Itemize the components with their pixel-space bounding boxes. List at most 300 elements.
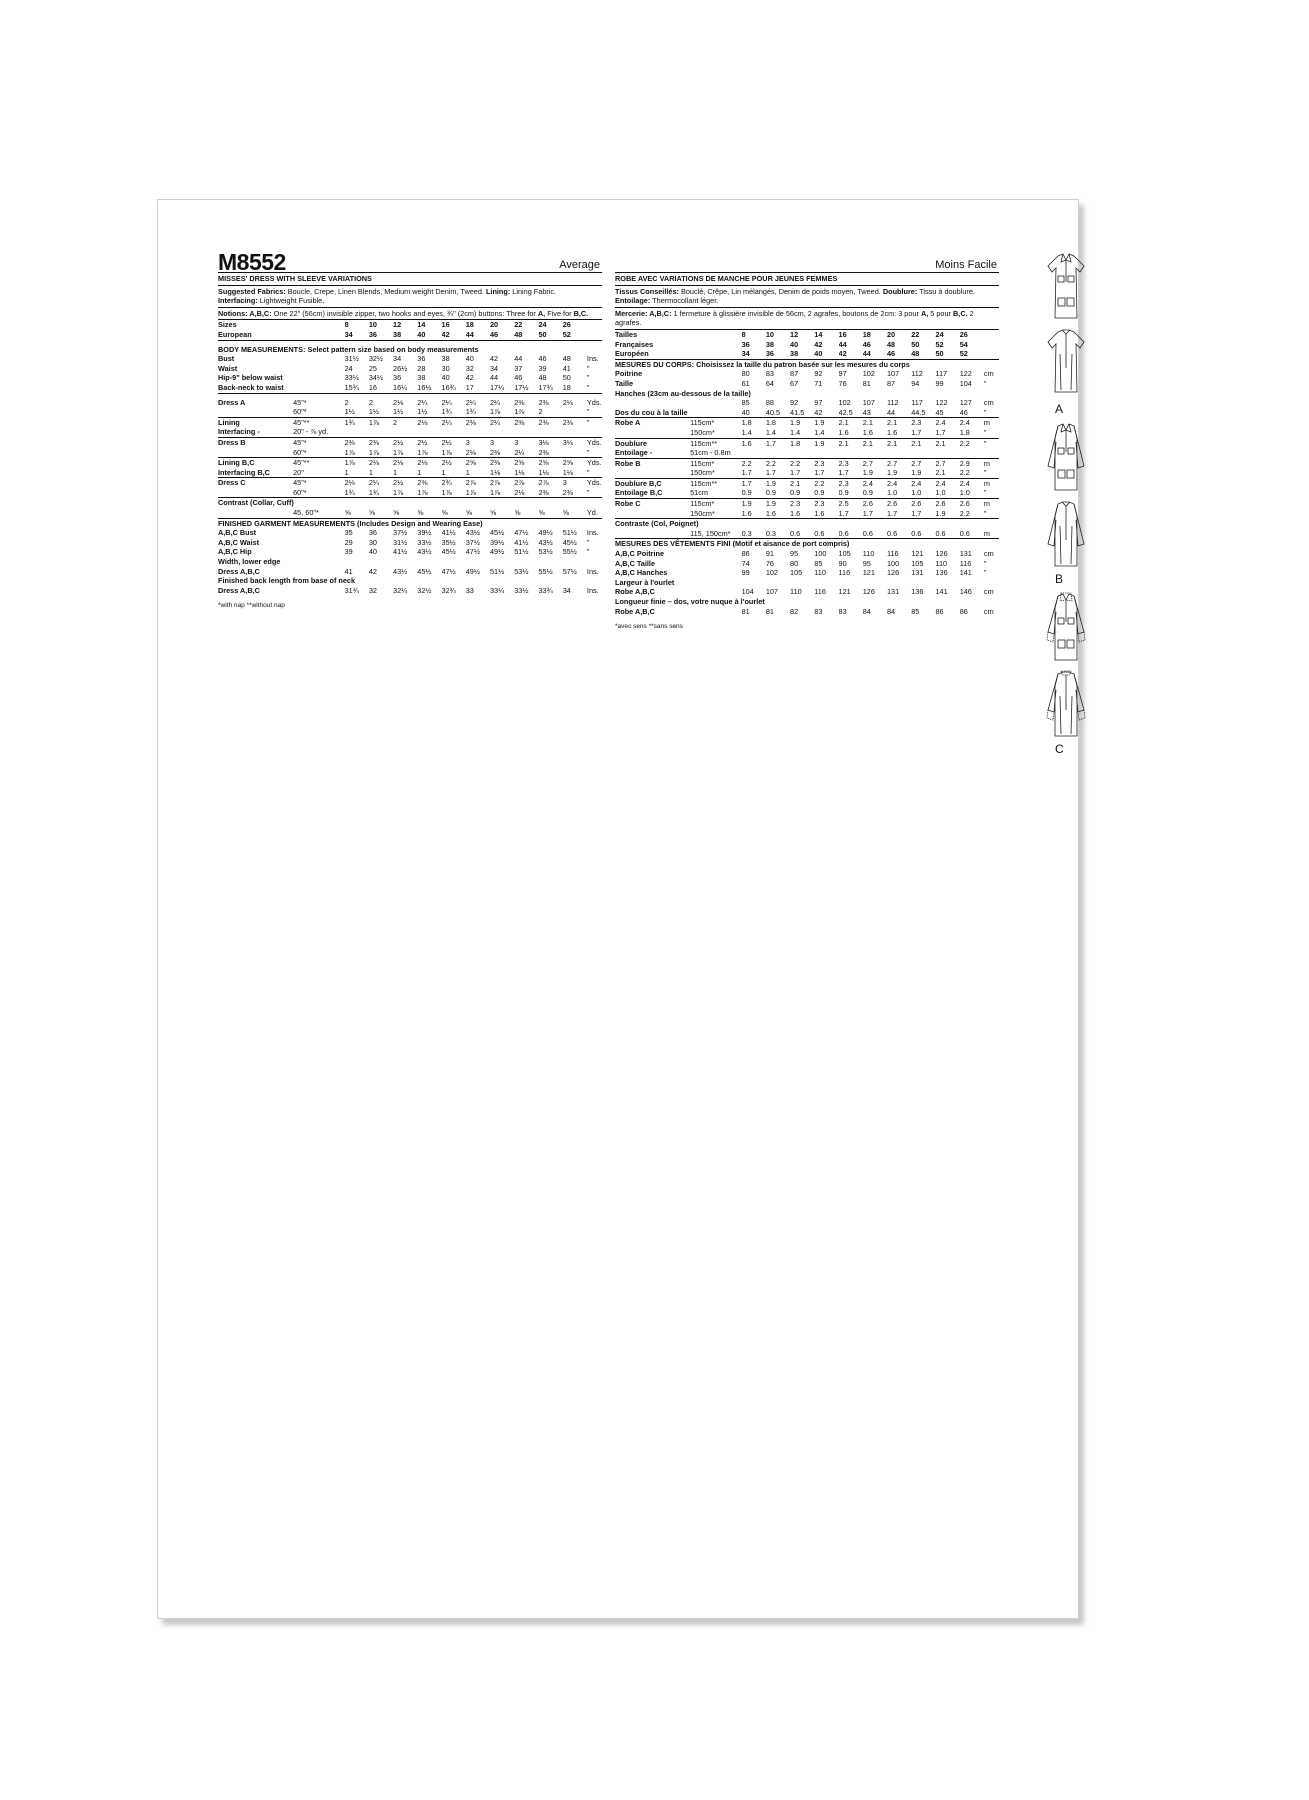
- fabric-width: [293, 354, 344, 364]
- difficulty-level-fr: Moins Facile: [935, 259, 997, 271]
- size-value: 17: [465, 382, 474, 392]
- fabrics-paragraph-fr: [615, 286, 999, 308]
- fabric-width: 45"**: [293, 458, 344, 468]
- size-value: [839, 448, 863, 458]
- size-value: 41½: [393, 547, 408, 557]
- section-heading: MESURES DU CORPS: Choisissez la taille du patron basée sur les mesures du corps: [615, 359, 999, 369]
- interfacing-text: Lightweight Fusible.: [257, 296, 325, 306]
- view-c-label: C: [1055, 742, 1064, 756]
- size-value: 40: [741, 407, 750, 417]
- size-value: 110: [935, 558, 948, 568]
- french-size-chart: [615, 330, 999, 616]
- size-value: 44: [862, 349, 871, 359]
- size-value: 38: [417, 373, 426, 383]
- chart-row: [615, 379, 999, 389]
- chart-row: [615, 468, 999, 478]
- size-value: 1½: [344, 407, 355, 417]
- chart-row: [615, 340, 999, 350]
- size-value: 2⅞: [538, 478, 562, 488]
- size-value: 18: [465, 320, 474, 330]
- unit: m: [984, 458, 999, 468]
- english-footnote: *with nap **without nap: [218, 602, 285, 610]
- section-heading: Contrast (Collar, Cuff): [218, 498, 602, 508]
- chart-row: [218, 417, 602, 427]
- size-value: 102: [838, 398, 851, 408]
- size-value: 3⅛: [538, 437, 562, 447]
- size-value: 1.7: [886, 508, 898, 518]
- unit: m: [984, 499, 999, 509]
- row-label: Dress C: [218, 478, 293, 488]
- size-value: 1.7: [790, 468, 801, 478]
- size-value: 1.9: [790, 418, 814, 428]
- row-label: [218, 407, 293, 417]
- row-label: European: [218, 329, 252, 339]
- view-c-front-sketch: [1046, 592, 1086, 664]
- unit: ": [586, 547, 590, 557]
- row-label: Françaises: [615, 339, 654, 349]
- size-value: 50: [911, 339, 920, 349]
- size-value: 91: [765, 549, 774, 559]
- size-value: 0.6: [886, 528, 898, 538]
- size-value: 1⅛: [538, 467, 549, 477]
- size-value: 116: [886, 549, 899, 559]
- size-value: 2.6: [911, 499, 935, 509]
- size-value: 1.8: [959, 427, 970, 437]
- size-value: 33½: [417, 537, 432, 547]
- pattern-back-sheet: [157, 199, 1079, 1619]
- size-value: 1½: [393, 407, 404, 417]
- size-value: 0.9: [765, 488, 776, 498]
- size-value: 2.1: [790, 478, 814, 488]
- size-value: 2.4: [935, 478, 959, 488]
- size-value: 2¼: [514, 447, 525, 457]
- size-value: 1.0: [886, 488, 898, 498]
- size-value: 33¼: [489, 585, 505, 595]
- chart-row: [615, 488, 999, 498]
- section-heading: Largeur à l'ourlet: [615, 577, 675, 587]
- chart-row: [218, 528, 602, 538]
- size-value: 2⅞: [466, 478, 490, 488]
- size-value: 40: [441, 373, 450, 383]
- size-value: 1.9: [935, 508, 946, 518]
- row-label: A,B,C Waist: [218, 537, 260, 547]
- english-header: [218, 249, 602, 275]
- size-value: 1.7: [766, 438, 790, 448]
- fabric-width: 45"*: [293, 393, 344, 407]
- fabric-width: 150cm*: [690, 468, 715, 478]
- size-value: 53½: [514, 566, 529, 576]
- size-value: 33¾: [538, 585, 553, 595]
- unit: cm: [983, 398, 994, 408]
- size-value: 2⅛: [369, 458, 393, 468]
- size-value: 81: [741, 606, 750, 616]
- size-value: 44.5: [911, 407, 926, 417]
- chart-row: [615, 519, 999, 529]
- fabric-width: 45"**: [293, 417, 344, 427]
- section-heading: MESURES DES VÊTEMENTS FINI (Motif et aisance de port compris): [615, 539, 999, 549]
- size-value: 0.6: [838, 528, 849, 538]
- size-value: [766, 448, 790, 458]
- chart-row: [218, 330, 602, 340]
- size-value: 52: [935, 339, 944, 349]
- size-value: 105: [911, 558, 924, 568]
- row-label: Doublure B,C: [615, 478, 690, 488]
- size-value: 2.3: [814, 458, 838, 468]
- size-value: 1: [393, 467, 398, 477]
- chart-row: [218, 458, 602, 468]
- size-value: 122: [935, 398, 948, 408]
- size-value: 48: [562, 354, 571, 364]
- notions-mid-fr: 5 pour: [928, 308, 954, 318]
- size-value: 83: [814, 606, 823, 616]
- unit: Ins.: [586, 528, 599, 538]
- size-value: [538, 427, 562, 437]
- size-value: 1⅞: [417, 487, 428, 497]
- row-label: Dress B: [218, 437, 293, 447]
- size-value: 1: [441, 467, 446, 477]
- size-value: 116: [838, 568, 851, 578]
- size-value: 2: [393, 417, 417, 427]
- size-value: 37½: [393, 528, 408, 538]
- size-value: 20: [886, 329, 896, 339]
- size-value: 1.8: [766, 418, 790, 428]
- size-value: 1.6: [838, 427, 849, 437]
- chart-row: [218, 364, 602, 374]
- size-value: 1.9: [886, 468, 898, 478]
- lining-text: Lining Fabric.: [510, 286, 557, 296]
- size-value: 1.0: [959, 488, 970, 498]
- fabric-width: 150cm*: [690, 508, 715, 518]
- size-value: 46: [862, 339, 871, 349]
- view-b-label: B: [1055, 572, 1064, 586]
- size-value: 51½: [489, 566, 505, 576]
- size-value: 3⅛: [563, 437, 587, 447]
- chart-row: [218, 498, 602, 508]
- row-label: Dress A,B,C: [218, 585, 260, 595]
- size-value: 55½: [562, 547, 577, 557]
- size-value: 1.7: [838, 508, 849, 518]
- chart-row: [218, 354, 602, 364]
- size-value: 1⅞: [393, 487, 404, 497]
- size-value: [742, 448, 766, 458]
- size-value: 0.6: [814, 528, 825, 538]
- chart-row: [615, 549, 999, 559]
- size-value: 45½: [441, 547, 456, 557]
- size-value: 48: [886, 339, 896, 349]
- notions-label-fr: Mercerie: A,B,C:: [615, 308, 672, 318]
- size-value: 49½: [489, 547, 505, 557]
- size-value: 121: [862, 568, 875, 578]
- size-value: 86: [959, 606, 968, 616]
- unit: [984, 340, 999, 350]
- size-value: 44: [514, 354, 523, 364]
- size-value: 0.6: [790, 528, 801, 538]
- fabric-width: [690, 340, 741, 350]
- row-label: [615, 398, 690, 408]
- size-value: ⅝: [514, 508, 521, 518]
- notions-text: One 22" (56cm) invisible zipper, two hooks and eyes, ¾" (2cm) buttons: Three for: [271, 308, 538, 318]
- size-value: 2.2: [790, 458, 814, 468]
- size-value: 10: [368, 320, 377, 330]
- lining-text-fr: Tissu à doublure.: [917, 286, 975, 296]
- row-label: [615, 468, 690, 478]
- chart-row: [615, 369, 999, 379]
- unit: [984, 448, 999, 458]
- size-value: 80: [790, 558, 799, 568]
- size-value: 1⅞: [417, 447, 428, 457]
- size-value: 85: [911, 606, 920, 616]
- size-value: 1.8: [742, 418, 766, 428]
- fabrics-text-fr: Bouclé, Crêpe, Lin mélangés, Denim de poids moyen, Tweed.: [678, 286, 883, 296]
- size-value: 2⅜: [538, 393, 562, 407]
- size-value: 1.6: [765, 508, 776, 518]
- size-value: 50: [538, 329, 547, 339]
- size-value: 20: [489, 320, 499, 330]
- size-value: 86: [741, 549, 750, 559]
- row-label: Sizes: [218, 320, 237, 330]
- size-value: 32¼: [393, 585, 408, 595]
- row-label: Entoilage B,C: [615, 488, 663, 498]
- unit: ": [983, 378, 987, 388]
- view-b-front-sketch: [1046, 422, 1086, 494]
- unit: Yds.: [586, 478, 602, 488]
- unit: [984, 349, 999, 359]
- size-value: [393, 427, 417, 437]
- size-value: 2: [345, 393, 369, 407]
- size-value: 47½: [441, 566, 456, 576]
- size-value: 2.1: [887, 418, 911, 428]
- section-heading: Finished back length from base of neck: [218, 576, 356, 586]
- size-value: 1⅞: [344, 447, 355, 457]
- size-value: 48: [911, 349, 920, 359]
- size-value: 1⅞: [489, 407, 501, 417]
- size-value: [887, 448, 911, 458]
- size-value: 1⅛: [489, 467, 501, 477]
- size-value: 102: [765, 568, 778, 578]
- size-value: 1.7: [862, 508, 873, 518]
- size-value: 44: [489, 373, 499, 383]
- size-value: 2⅜: [489, 447, 501, 457]
- size-value: 14: [814, 329, 823, 339]
- size-value: 17¾: [538, 382, 553, 392]
- row-label: Interfacing B,C: [218, 467, 270, 477]
- unit: Ins.: [586, 585, 599, 595]
- size-value: 40: [417, 329, 426, 339]
- row-label: A,B,C Taille: [615, 558, 656, 568]
- size-value: 83: [765, 369, 774, 379]
- size-value: 83: [838, 606, 847, 616]
- size-value: 116: [814, 587, 826, 597]
- chart-row: [615, 559, 999, 569]
- size-value: 32: [368, 585, 377, 595]
- section-heading: Hanches (23cm au-dessous de la taille): [615, 388, 751, 398]
- size-value: 2.7: [935, 458, 959, 468]
- size-value: [417, 427, 441, 437]
- row-label: A,B,C Poitrine: [615, 549, 665, 559]
- size-value: 48: [514, 329, 523, 339]
- notions-label: Notions: A,B,C:: [218, 308, 272, 318]
- size-value: 2½: [393, 478, 417, 488]
- size-value: 2.1: [935, 468, 946, 478]
- row-label: Back-neck to waist: [218, 382, 284, 392]
- size-value: 126: [886, 568, 900, 578]
- size-value: 1¾: [368, 487, 379, 497]
- fabric-width: [293, 528, 344, 538]
- size-value: 2⅜: [538, 417, 562, 427]
- row-label: Lining B,C: [218, 458, 293, 468]
- size-value: 2⅜: [538, 447, 549, 457]
- size-value: 2.1: [887, 438, 911, 448]
- size-value: 2.4: [911, 478, 935, 488]
- chart-row: [218, 567, 602, 577]
- chart-row: [615, 389, 999, 399]
- unit: cm: [983, 587, 994, 597]
- size-value: 64: [765, 378, 774, 388]
- row-label: Waist: [218, 363, 238, 373]
- size-value: 38: [765, 339, 774, 349]
- size-value: 33½: [344, 373, 359, 383]
- size-value: 0.6: [911, 528, 922, 538]
- size-value: 2⅝: [514, 458, 538, 468]
- size-value: ⅝: [538, 508, 545, 518]
- fabric-width: 115cm*: [690, 499, 741, 509]
- size-value: 1.9: [742, 499, 766, 509]
- size-value: 49½: [465, 566, 480, 576]
- size-value: 45½: [562, 537, 577, 547]
- unit: cm: [983, 369, 994, 379]
- chart-row: [615, 499, 999, 509]
- size-value: 1.7: [911, 427, 922, 437]
- french-column: [615, 252, 999, 632]
- unit: ": [983, 468, 987, 478]
- size-value: 2⅜: [538, 487, 549, 497]
- size-value: 31½: [393, 537, 408, 547]
- size-value: 112: [911, 369, 923, 379]
- size-value: 38: [441, 354, 450, 364]
- size-value: 42: [441, 329, 450, 339]
- size-value: 37: [514, 363, 523, 373]
- size-value: 0.6: [862, 528, 873, 538]
- size-value: 0.6: [959, 528, 970, 538]
- section-heading: Contraste (Col, Poignet): [615, 519, 999, 529]
- size-value: 1.7: [838, 468, 849, 478]
- notions-paragraph-fr: [615, 308, 999, 330]
- chart-row: [615, 418, 999, 428]
- fabric-width: 20": [293, 467, 304, 477]
- french-header: [615, 252, 999, 273]
- fabric-width: 115cm*: [690, 418, 741, 428]
- size-value: 92: [814, 369, 823, 379]
- size-value: 46: [886, 349, 896, 359]
- fabrics-text: Boucle, Crepe, Linen Blends, Medium weight Denim, Tweed.: [285, 286, 486, 296]
- unit: ": [984, 438, 999, 448]
- size-value: 22: [911, 329, 920, 339]
- size-value: 61: [741, 378, 750, 388]
- size-value: 45½: [417, 566, 432, 576]
- size-value: 87: [886, 378, 896, 388]
- row-label: Dos du cou à la taille: [615, 407, 688, 417]
- chart-row: [218, 427, 602, 437]
- size-value: 17¼: [489, 382, 505, 392]
- size-value: ⅝: [562, 508, 569, 518]
- fabric-width: 115, 150cm*: [690, 528, 731, 538]
- size-value: 1.4: [765, 427, 776, 437]
- size-value: 2¼: [369, 478, 393, 488]
- size-value: 2⅜: [417, 478, 441, 488]
- size-value: 2: [369, 393, 393, 407]
- row-label: [218, 448, 293, 458]
- size-value: 1.7: [741, 468, 752, 478]
- unit: cm: [983, 549, 994, 559]
- size-value: 55½: [538, 566, 553, 576]
- difficulty-level: Average: [559, 259, 600, 271]
- size-value: 42: [814, 339, 823, 349]
- section-heading: Longueur finie – dos, votre nuque à l'ourlet: [615, 597, 765, 606]
- chart-row: [218, 538, 602, 548]
- size-value: 48: [538, 373, 547, 383]
- fabrics-label: Suggested Fabrics:: [218, 286, 286, 296]
- size-value: 1¾: [465, 407, 476, 417]
- size-value: 34: [562, 585, 571, 595]
- size-value: 47½: [514, 528, 529, 538]
- chart-row: [218, 407, 602, 417]
- unit: Yds.: [587, 393, 602, 407]
- row-label: Robe B: [615, 458, 690, 468]
- size-value: 16: [838, 329, 847, 339]
- fabric-width: [293, 547, 344, 557]
- size-value: 2⅛: [417, 458, 441, 468]
- size-value: 1.6: [790, 508, 801, 518]
- size-value: 2⅛: [563, 393, 587, 407]
- size-value: 2.1: [935, 438, 959, 448]
- chart-row: [218, 373, 602, 383]
- unit: ": [983, 508, 987, 518]
- size-value: 10: [765, 329, 774, 339]
- size-value: 2.2: [742, 458, 766, 468]
- size-value: ⅝: [368, 508, 375, 518]
- unit: Ins.: [586, 354, 599, 364]
- size-value: 2½: [393, 437, 417, 447]
- size-value: 2⅛: [465, 447, 476, 457]
- size-value: 2⅜: [562, 487, 573, 497]
- size-value: 100: [814, 549, 827, 559]
- size-value: 26½: [393, 363, 408, 373]
- size-value: 34½: [368, 373, 384, 383]
- size-value: 16: [441, 320, 450, 330]
- interfacing-text-fr: Thermocollant léger.: [650, 296, 719, 306]
- size-value: 104: [959, 378, 972, 388]
- row-label: Tailles: [615, 329, 638, 339]
- fabric-width: 60"*: [293, 447, 307, 457]
- size-value: 127: [959, 398, 972, 408]
- fabric-width: [690, 587, 741, 597]
- size-value: 18: [862, 329, 871, 339]
- fabrics-paragraph: [218, 286, 602, 308]
- size-value: 2⅛: [417, 417, 441, 427]
- size-value: 1.8: [790, 438, 814, 448]
- size-value: [490, 427, 514, 437]
- section-heading: Width, lower edge: [218, 557, 281, 567]
- notions-view-bc: B,C.: [573, 308, 589, 318]
- fabric-width: [690, 369, 741, 379]
- size-value: 43: [862, 407, 871, 417]
- chart-row: [218, 383, 602, 393]
- english-size-chart: [218, 320, 602, 595]
- size-value: 40: [368, 547, 377, 557]
- size-value: 50: [562, 373, 571, 383]
- fabric-width: 150cm*: [690, 427, 715, 437]
- fabric-width: 60"*: [293, 407, 307, 417]
